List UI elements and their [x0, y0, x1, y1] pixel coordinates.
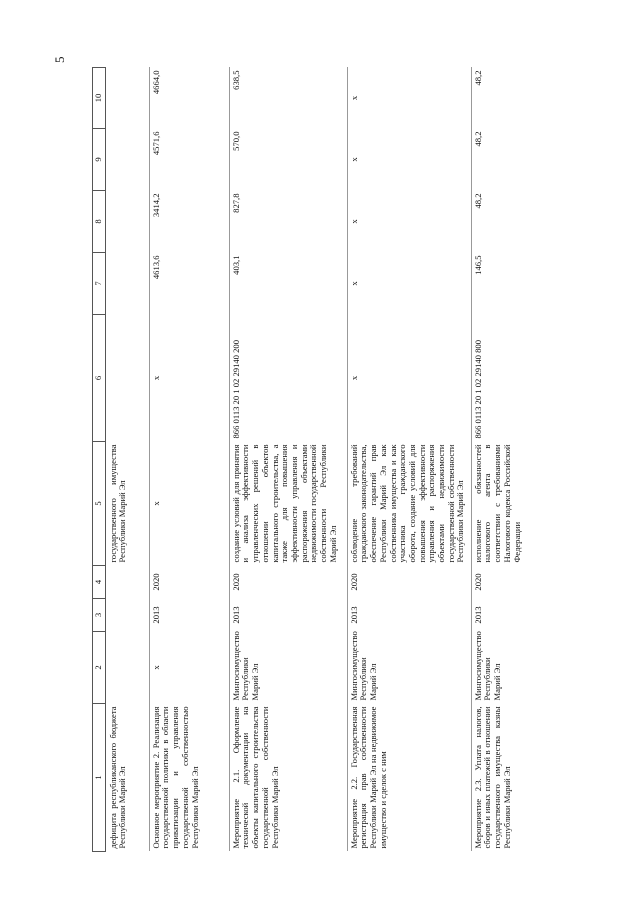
cell-end-year: 2020	[150, 573, 161, 591]
cell-executor: Мингосимущество Республики Марий Эл	[472, 631, 503, 701]
cell-executor: Мингосимущество Республики Марий Эл	[348, 631, 379, 701]
cell-value-8	[105, 191, 149, 253]
cell-value-9: 48,2	[472, 131, 483, 147]
cell-measure-name: Мероприятие 2.1. Оформление технической документации на объекты капитального строительства государственной собственности Республики Марий Эл	[230, 706, 280, 849]
table-row	[347, 68, 471, 852]
header-col-8: 8	[93, 191, 106, 253]
header-row	[93, 68, 106, 852]
cell-value-7	[105, 253, 149, 315]
cell-measure-name: Основное мероприятие 2. Реализация государственной политики в области приватизации и управления государственной собственностью Республики Марий Эл	[150, 706, 200, 849]
cell-value-10: 48,2	[472, 70, 483, 86]
cell-value-9: х	[348, 157, 359, 162]
cell-result: соблюдение требований гражданского законодательства, обеспечение гарантий прав Республики Марий Эл как собственника имущества и как участника гражданского оборота, создание условий для повышения эффективности управления и распоряжения объектами недвижимости государственной собственности Республики Марий Эл	[348, 444, 466, 563]
cell-start-year: 2013	[150, 606, 161, 624]
header-col-10: 10	[93, 68, 106, 129]
table-row	[471, 68, 551, 852]
cell-value-8: х	[348, 219, 359, 224]
cell-value-10	[105, 68, 149, 129]
cell-executor: Мингосимущество Республики Марий Эл	[230, 631, 261, 701]
cell-value-8: 3414,2	[150, 193, 161, 218]
cell-value-7: 403,1	[230, 255, 241, 275]
cell-end-year: 2020	[230, 573, 241, 591]
cell-value-7: 4613,6	[150, 255, 161, 280]
cell-value-10: 638,5	[230, 70, 241, 90]
cell-value-7: х	[348, 281, 359, 286]
cell-end-year: 2020	[472, 573, 483, 591]
cell-value-7: 146,5	[472, 255, 483, 275]
cell-measure-name: Мероприятие 2.3. Уплата налогов, сборов и иных платежей в отношении государственного имущества казны Республики Марий Эл	[472, 706, 512, 849]
cell-start-year	[105, 599, 149, 632]
table-row	[229, 68, 347, 852]
cell-value-10: х	[348, 95, 359, 101]
cell-end-year: 2020	[348, 573, 359, 591]
cell-value-9: 4571,6	[150, 131, 161, 156]
cell-result: государственного имущества Республики Марий Эл	[107, 444, 128, 563]
header-col-5: 5	[93, 442, 106, 566]
cell-budget-code: 866 0113 20 1 02 29140 800	[472, 339, 483, 439]
cell-value-9	[105, 129, 149, 191]
cell-start-year: 2013	[230, 606, 241, 624]
cell-start-year: 2013	[472, 606, 483, 624]
cell-value-10: 4664,0	[150, 70, 161, 95]
cell-executor: х	[150, 665, 161, 670]
cell-result: исполнение обязанностей налогового агента в соответствии с требованиями Налогового кодекса Российской Федерации	[472, 444, 522, 563]
table-row	[105, 68, 149, 852]
cell-budget-code	[105, 315, 149, 442]
cell-budget-code: х	[348, 375, 359, 381]
cell-value-8: 827,8	[230, 193, 241, 213]
cell-start-year: 2013	[348, 606, 359, 624]
cell-value-8: 48,2	[472, 193, 483, 209]
cell-value-9: 570,0	[230, 131, 241, 151]
page-number: 5	[52, 56, 67, 63]
header-col-4: 4	[93, 566, 106, 599]
cell-executor	[105, 632, 149, 704]
header-col-1: 1	[93, 704, 106, 852]
cell-result: х	[150, 501, 161, 506]
cell-end-year	[105, 566, 149, 599]
cell-measure-name: Мероприятие 2.2. Государственная регистрация прав собственности Республики Марий Эл на недвижимое имущество и сделок с ним	[348, 706, 388, 849]
header-col-6: 6	[93, 315, 106, 442]
measures-table	[92, 67, 551, 852]
table-row	[149, 68, 229, 852]
header-col-9: 9	[93, 129, 106, 191]
header-col-2: 2	[93, 632, 106, 704]
cell-result: создание условий для принятия и анализа эффективности управленческих решений в отношении объектов капитального строительства, а также для повышения эффективности управления и распоряжения объектами недвижимости государственной собственности Республики Марий Эл	[230, 444, 338, 563]
header-col-3: 3	[93, 599, 106, 632]
header-col-7: 7	[93, 253, 106, 315]
cell-budget-code: 866 0113 20 1 02 29140 200	[230, 339, 241, 439]
cell-measure-name: дефицита республиканского бюджета Республики Марий Эл	[107, 706, 128, 849]
cell-budget-code: х	[150, 375, 161, 381]
